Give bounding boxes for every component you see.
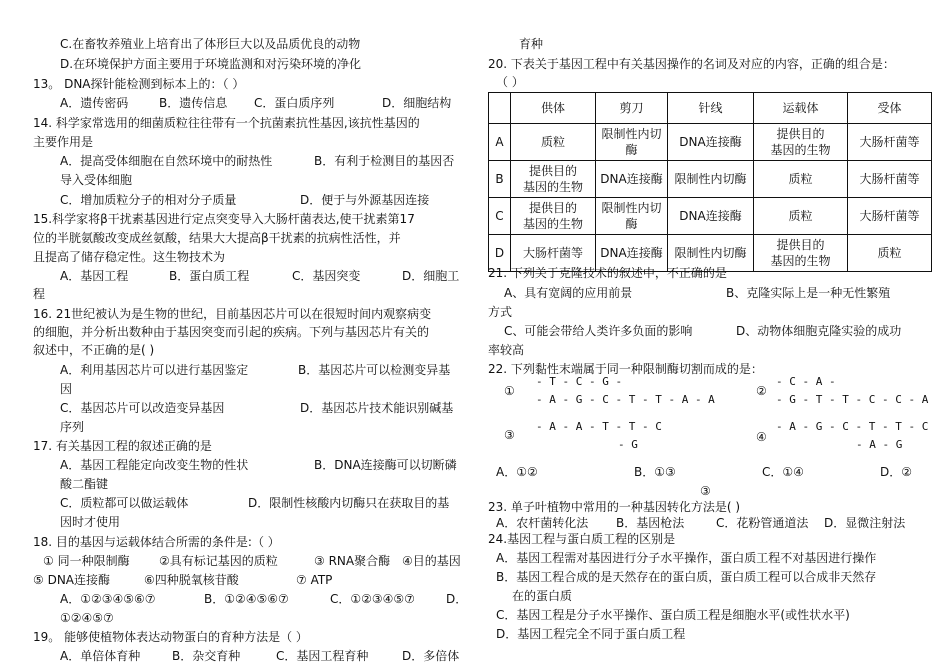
table-cell: 限制性内切酶 [668, 161, 754, 198]
q23-stem: 23. 单子叶植物中常用的一种基因转化方法是( ) [488, 500, 741, 514]
sequence-3-bottom: - G [618, 438, 638, 451]
q16-option-b: B．基因芯片可以检测变异基 [298, 363, 451, 377]
q18-item-2: ②具有标记基因的质粒 [159, 554, 278, 568]
sequence-3-top: - A - A - T - T - C [536, 420, 662, 433]
q22-stem: 22. 下列黏性末端属于同一种限制酶切割而成的是： [488, 362, 763, 376]
q15-option-c: C．基因突变 [292, 269, 361, 283]
table-cell: 限制性内切 酶 [596, 124, 668, 161]
q18-stem: 18. 目的基因与运载体结合所需的条件是:（ ） [33, 535, 280, 549]
q21-option-b: B、克隆实际上是一种无性繁殖 [726, 286, 891, 300]
table-cell: 质粒 [754, 198, 848, 235]
q16-option-d: D．基因芯片技术能识别碱基 [300, 401, 454, 415]
q18-item-5: ⑤ DNA连接酶 [33, 573, 110, 587]
sequence-2-bottom: - G - T - T - C - C - A [776, 393, 929, 406]
q16-option-a: A．利用基因芯片可以进行基因鉴定 [60, 363, 249, 377]
gene-engineering-table [488, 92, 932, 272]
q15-option-a: A．基因工程 [60, 269, 129, 283]
q13-option-d: D．细胞结构 [382, 96, 452, 110]
table-header-cell: 剪刀 [596, 93, 668, 124]
table-cell: DNA连接酶 [596, 161, 668, 198]
table-cell: 大肠杆菌等 [848, 198, 932, 235]
q18-option-a: A．①②③④⑤⑥⑦ [60, 592, 156, 606]
sequence-2-top: - C - A - [776, 375, 836, 388]
q17-option-c: C．质粒都可以做运载体 [60, 496, 189, 510]
table-cell: B [489, 161, 511, 198]
q12-option-d: D.在环境保护方面主要用于环境监测和对污染环境的净化 [60, 57, 362, 71]
q18-item-1: ① 同一种限制酶 [43, 554, 130, 568]
table-cell: 大肠杆菌等 [848, 124, 932, 161]
table-cell: 提供目的 基因的生物 [754, 124, 848, 161]
q21-option-c: C、可能会带给人类许多负面的影响 [504, 324, 693, 338]
q14-option-b: B．有利于检测目的基因否 [314, 154, 455, 168]
q17-option-d: D．限制性核酸内切酶只在获取目的基 [248, 496, 450, 510]
table-row [489, 124, 932, 161]
table-cell: 质粒 [754, 161, 848, 198]
q17-stem: 17. 有关基因工程的叙述正确的是 [33, 439, 212, 453]
table-header-cell: 针线 [668, 93, 754, 124]
table-cell: 提供目的 基因的生物 [754, 235, 848, 272]
q14-option-b-cont: 导入受体细胞 [60, 173, 133, 187]
q16-stem-line3: 叙述中，不正确的是( ) [33, 343, 155, 357]
table-cell: DNA连接酶 [668, 124, 754, 161]
q13-option-b: B．遗传信息 [159, 96, 228, 110]
q22-option-b: B．①③ [634, 465, 676, 479]
sequence-marker-3: ③ [504, 428, 515, 442]
q18-item-6: ⑥四种脱氧核苷酸 [144, 573, 239, 587]
q18-option-d: D． [446, 592, 468, 606]
q17-option-d-cont: 因时才使用 [60, 515, 121, 529]
q20-stem-line1: 20. 下表关于基因工程中有关基因操作的名词及对应的内容，正确的组合是： [488, 57, 895, 71]
q14-option-c: C．增加质粒分子的相对分子质量 [60, 193, 237, 207]
q22-option-c: C．①④ [762, 465, 804, 479]
table-cell: 提供目的 基因的生物 [511, 161, 596, 198]
table-cell: 大肠杆菌等 [511, 235, 596, 272]
q13-option-a: A．遗传密码 [60, 96, 129, 110]
q24-stem: 24.基因工程与蛋白质工程的区别是 [488, 532, 676, 546]
table-cell: 大肠杆菌等 [848, 161, 932, 198]
q19-option-b: B．杂交育种 [172, 649, 241, 663]
q17-option-a: A．基因工程能定向改变生物的性状 [60, 458, 249, 472]
q19-option-c: C．基因工程育种 [276, 649, 369, 663]
q23-option-b: B．基因枪法 [616, 516, 685, 530]
table-cell: 限制性内切 酶 [596, 198, 668, 235]
q15-option-d: D．细胞工 [402, 269, 460, 283]
sequence-1-bottom: - A - G - C - T - T - A - A [536, 393, 715, 406]
q21-option-a: A、具有宽阔的应用前景 [504, 286, 633, 300]
table-cell: D [489, 235, 511, 272]
q14-stem-line2: 主要作用是 [33, 135, 94, 149]
q16-stem-line2: 的细胞，并分析出数种由于基因突变而引起的疾病。下列与基因芯片有关的 [33, 325, 430, 339]
q24-option-d: D．基因工程完全不同于蛋白质工程 [496, 627, 686, 641]
q21-option-d-cont: 率较高 [488, 343, 525, 357]
table-header-cell [489, 93, 511, 124]
q16-stem-line1: 16. 21世纪被认为是生物的世纪，目前基因芯片可以在很短时间内观察病变 [33, 307, 432, 321]
table-header-cell: 运载体 [754, 93, 848, 124]
table-cell: C [489, 198, 511, 235]
q15-option-d-cont: 程 [33, 287, 46, 301]
table-cell: 质粒 [511, 124, 596, 161]
q15-stem-line1: 15.科学家将β干扰素基因进行定点突变导入大肠杆菌表达,使干扰素第17 [33, 212, 415, 226]
q14-option-a: A．提高受体细胞在自然环境中的耐热性 [60, 154, 273, 168]
q15-stem-line3: 且提高了储存稳定性。这生物技术为 [33, 250, 226, 264]
table-cell: A [489, 124, 511, 161]
q19-option-d: D．多倍体 [402, 649, 460, 663]
sequence-1-top: - T - C - G - [536, 375, 623, 388]
sequence-marker-4: ④ [756, 430, 767, 444]
q15-stem-line2: 位的半胱氨酸改变成丝氨酸，结果大大提高β干扰素的抗病性活性，并 [33, 231, 401, 245]
sequence-4-top: - A - G - C - T - T - C [776, 420, 929, 433]
q21-option-b-cont: 方式 [488, 305, 513, 319]
table-cell: DNA连接酶 [596, 235, 668, 272]
q24-option-c: C．基因工程是分子水平操作、蛋白质工程是细胞水平(或性状水平) [496, 608, 850, 622]
q22-option-d: D．② [880, 465, 912, 479]
sequence-4-bottom: - A - G [856, 438, 903, 451]
table-cell: 限制性内切酶 [668, 235, 754, 272]
table-cell: 提供目的 基因的生物 [511, 198, 596, 235]
q15-option-b: B．蛋白质工程 [169, 269, 250, 283]
q13-option-c: C．蛋白质序列 [254, 96, 335, 110]
q24-option-b: B．基因工程合成的是天然存在的蛋白质，蛋白质工程可以合成非天然存 [496, 570, 877, 584]
q19-stem: 19。 能够使植物体表达动物蛋白的育种方法是（ ） [33, 630, 308, 644]
q24-option-b-cont: 在的蛋白质 [512, 589, 573, 603]
q21-option-d: D、动物体细胞克隆实验的成功 [736, 324, 902, 338]
table-header-cell: 受体 [848, 93, 932, 124]
q16-option-c: C．基因芯片可以改造变异基因 [60, 401, 225, 415]
q18-item-3: ③ RNA聚合酶 [314, 554, 391, 568]
q13-stem: 13。 DNA探针能检测到标本上的：（ ） [33, 77, 245, 91]
table-header-cell: 供体 [511, 93, 596, 124]
q18-item-4: ④目的基因 [402, 554, 461, 568]
q17-option-b-cont: 酸二酯键 [60, 477, 109, 491]
table-header-row [489, 93, 932, 124]
q18-option-d-cont: ①②④⑤⑦ [60, 611, 114, 625]
q20-stem-line2: （ ） [496, 75, 524, 89]
q24-option-a: A．基因工程需对基因进行分子水平操作，蛋白质工程不对基因进行操作 [496, 551, 877, 565]
q23-option-d: D．显微注射法 [824, 516, 906, 530]
q16-option-d-cont: 序列 [60, 420, 85, 434]
q23-option-a: A．农杆菌转化法 [496, 516, 589, 530]
q19-option-a: A．单倍体育种 [60, 649, 141, 663]
q22-option-a: A．①② [496, 465, 538, 479]
table-row [489, 198, 932, 235]
q14-option-d: D．便于与外源基因连接 [300, 193, 430, 207]
q18-option-b: B．①②④⑤⑥⑦ [204, 592, 289, 606]
q23-option-c: C．花粉管通道法 [716, 516, 809, 530]
q21-stem: 21. 下列关于克隆技术的叙述中，不正确的是 [488, 266, 727, 280]
table-cell: DNA连接酶 [668, 198, 754, 235]
q18-item-7: ⑦ ATP [296, 573, 333, 587]
sequence-marker-2: ② [756, 384, 767, 398]
table-row [489, 161, 932, 198]
table-cell: 质粒 [848, 235, 932, 272]
q18-option-c: C．①②③④⑤⑦ [330, 592, 415, 606]
q16-option-b-cont: 因 [60, 382, 73, 396]
q19-option-d-cont: 育种 [519, 37, 544, 51]
q14-stem-line1: 14. 科学家常选用的细菌质粒往往带有一个抗菌素抗性基因,该抗性基因的 [33, 116, 420, 130]
sequence-marker-1: ① [504, 384, 515, 398]
q17-option-b: B．DNA连接酶可以切断磷 [314, 458, 457, 472]
q12-option-c: C.在畜牧养殖业上培育出了体形巨大以及品质优良的动物 [60, 37, 361, 51]
q22-option-d-cont: ③ [700, 484, 711, 498]
